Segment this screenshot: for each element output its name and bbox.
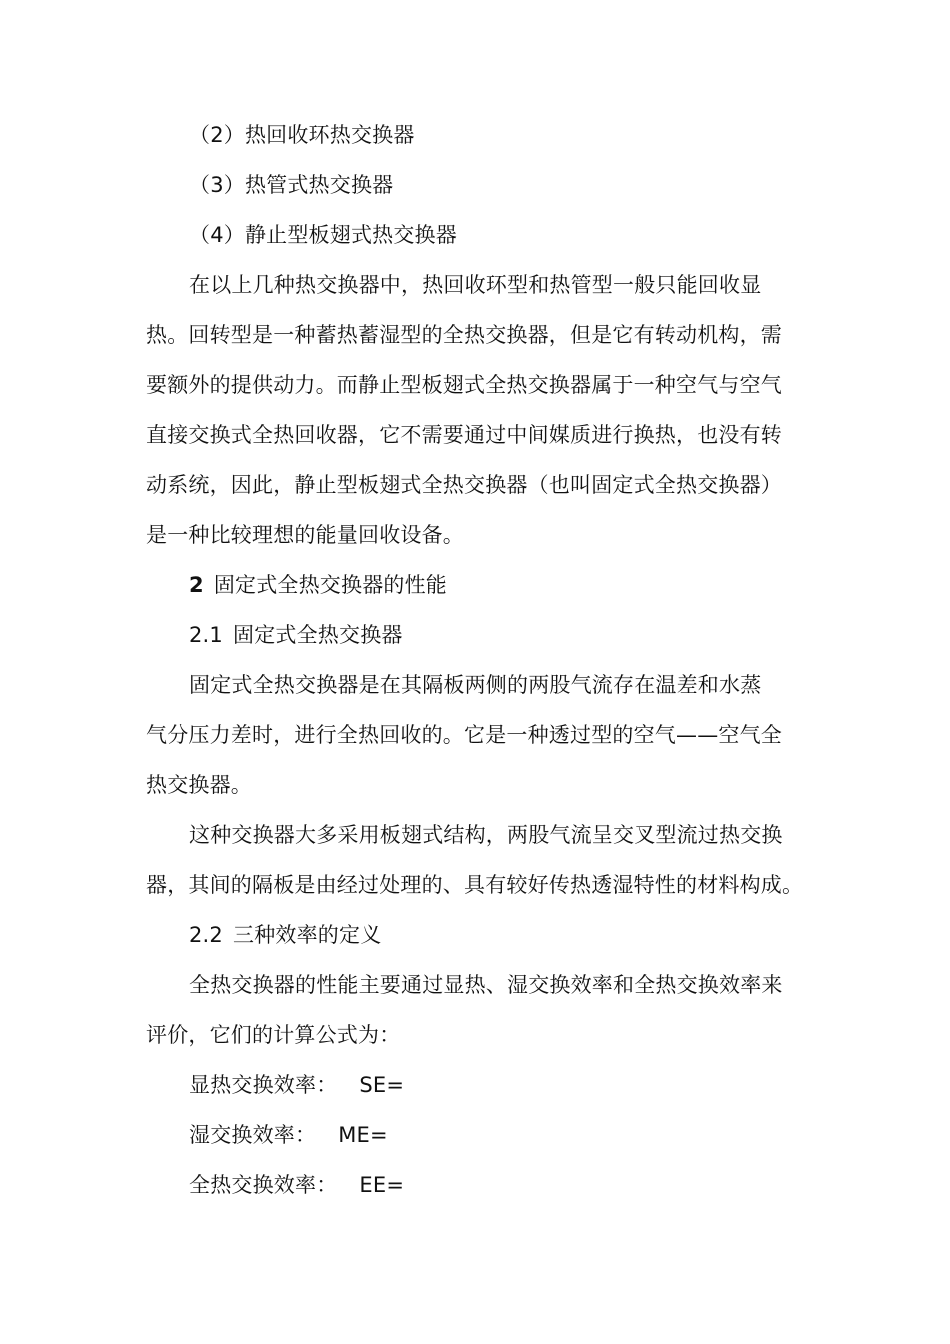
formula-label: 显热交换效率：	[189, 1073, 338, 1097]
paragraph-line: 评价，它们的计算公式为：	[146, 1023, 401, 1047]
paragraph-line: 在以上几种热交换器中，热回收环型和热管型一般只能回收显	[189, 273, 762, 297]
paragraph-line: 是一种比较理想的能量回收设备。	[146, 523, 464, 547]
section-title: 三种效率的定义	[233, 923, 382, 947]
formula-se	[189, 1070, 809, 1100]
list-item-3: （3）热管式热交换器	[189, 173, 394, 197]
paragraph-line: 直接交换式全热回收器，它不需要通过中间媒质进行换热，也没有转	[146, 423, 782, 447]
section-title: 固定式全热交换器	[233, 623, 403, 647]
paragraph-line: 固定式全热交换器是在其隔板两侧的两股气流存在温差和水蒸	[189, 673, 762, 697]
paragraph-line: 器，其间的隔板是由经过处理的、具有较好传热透湿特性的材料构成。	[146, 873, 804, 897]
paragraph-line: 热。回转型是一种蓄热蓄湿型的全热交换器，但是它有转动机构，需	[146, 323, 782, 347]
paragraph-line: 要额外的提供动力。而静止型板翅式全热交换器属于一种空气与空气	[146, 373, 782, 397]
section-heading-2	[189, 570, 809, 600]
formula-me	[189, 1120, 809, 1150]
formula-equation: SE=	[359, 1073, 405, 1097]
formula-equation: ME=	[338, 1123, 388, 1147]
list-item-2: （2）热回收环热交换器	[189, 123, 415, 147]
formula-equation: EE=	[359, 1173, 405, 1197]
section-title: 固定式全热交换器的性能	[213, 573, 448, 597]
formula-label: 全热交换效率：	[189, 1173, 338, 1197]
paragraph-line: 热交换器。	[146, 773, 252, 797]
paragraph-line: 气分压力差时，进行全热回收的。它是一种透过型的空气——空气全	[146, 723, 782, 747]
section-number: 2.2	[189, 923, 223, 947]
section-heading-2-2	[189, 920, 809, 950]
section-number: 2.1	[189, 623, 223, 647]
formula-label: 湿交换效率：	[189, 1123, 317, 1147]
paragraph-line: 动系统，因此，静止型板翅式全热交换器（也叫固定式全热交换器）	[146, 473, 782, 497]
list-item-4: （4）静止型板翅式热交换器	[189, 223, 457, 247]
section-heading-2-1	[189, 620, 809, 650]
paragraph-line: 全热交换器的性能主要通过显热、湿交换效率和全热交换效率来	[189, 973, 783, 997]
section-number: 2	[189, 573, 204, 597]
formula-ee	[189, 1170, 809, 1200]
paragraph-line: 这种交换器大多采用板翅式结构，两股气流呈交叉型流过热交换	[189, 823, 783, 847]
